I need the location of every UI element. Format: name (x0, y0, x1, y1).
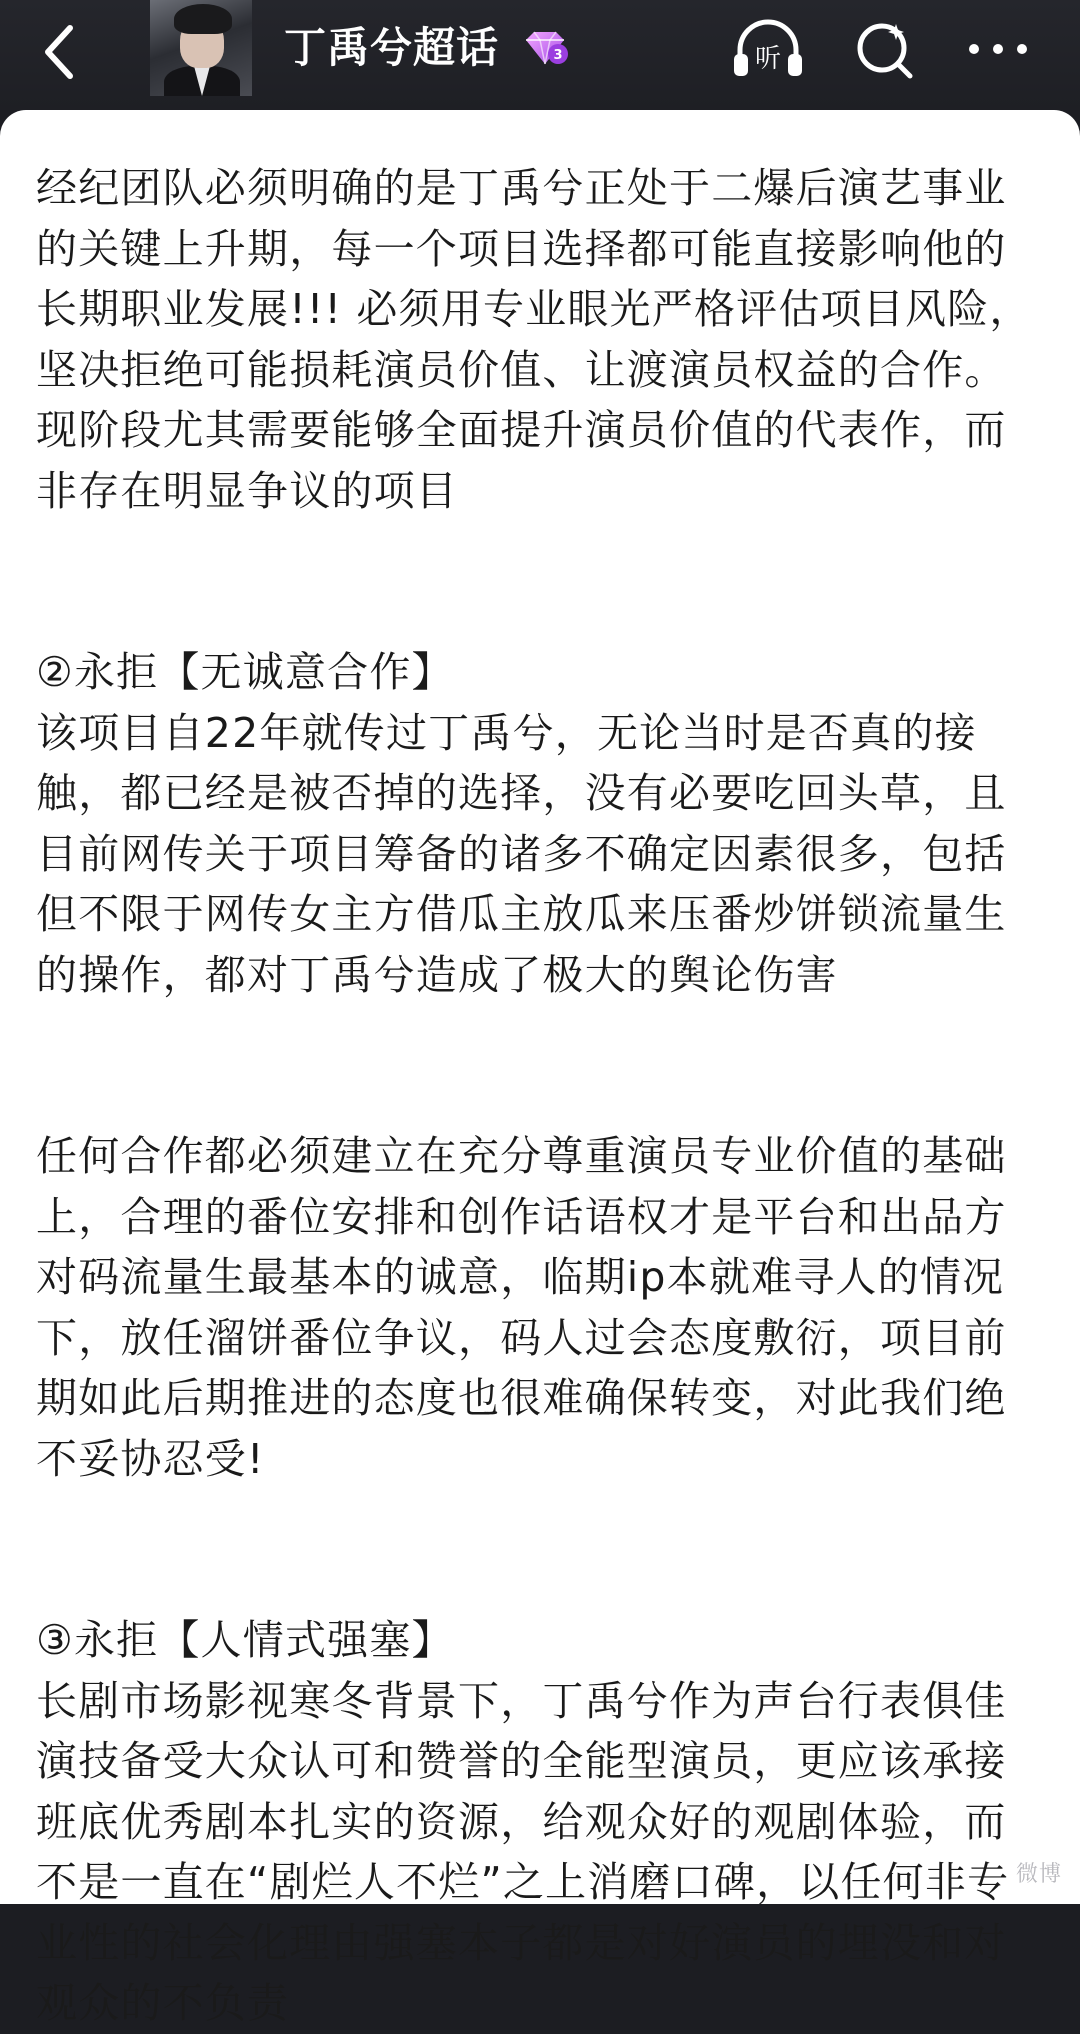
search-button[interactable] (846, 14, 926, 84)
section-3-heading: ③永拒【人情式强塞】 (36, 1616, 454, 1664)
avatar-hair (174, 4, 232, 34)
chevron-left-icon (36, 22, 84, 82)
page-title[interactable]: 丁禹兮超话 (284, 23, 500, 72)
post-content (36, 158, 1046, 2034)
paragraph-gap (36, 1489, 1046, 1610)
diamond-badge-icon (520, 30, 570, 66)
more-options-button[interactable] (958, 14, 1038, 84)
section-3-body: 长剧市场影视寒冬背景下，丁禹兮作为声台行表俱佳演技备受大众认可和赞誉的全能型演员，更应该承接班底优秀剧本扎实的资源，给观众好的观剧体验，而不是一直在“剧烂人不烂”之上消磨口碑，以任何非专业性的社会化理由强塞本子都是对好演员的埋没和对观众的不负责 (36, 1676, 1010, 2027)
watermark: 微博 (1015, 1862, 1062, 1887)
back-button[interactable] (36, 22, 84, 82)
listen-label: 听 (754, 44, 782, 74)
search-icon (846, 14, 926, 84)
post-card (0, 110, 1080, 2027)
listen-button[interactable] (728, 14, 808, 84)
section-2-heading: ②永拒【无诚意合作】 (36, 648, 454, 696)
more-dots-icon (958, 14, 1038, 84)
top-navigation-bar (0, 0, 1080, 110)
badge-level: 3 (553, 48, 563, 63)
paragraph-cooperation: 任何合作都必须建立在充分尊重演员专业价值的基础上，合理的番位安排和创作话语权才是平台和出品方对码流量生最基本的诚意，临期ip本就难寻人的情况下，放任溜饼番位争议，码人过会态度敷衍，项目前期如此后期推进的态度也很难确保转变，对此我们绝不妥协忍受! (36, 1132, 1007, 1483)
paragraph-intro: 经纪团队必须明确的是丁禹兮正处于二爆后演艺事业的关键上升期，每一个项目选择都可能直接影响他的长期职业发展!!! 必须用专业眼光严格评估项目风险，坚决拒绝可能损耗演员价值、让渡演员权益的合作。现阶段尤其需要能够全面提升演员价值的代表作，而非存在明显争议的项目 (36, 164, 1032, 515)
headphones-icon (728, 14, 808, 84)
section-2-body: 该项目自22年就传过丁禹兮，无论当时是否真的接触，都已经是被否掉的选择，没有必要吃回头草，且目前网传关于项目筹备的诸多不确定因素很多，包括但不限于网传女主方借瓜主放瓜来压番炒饼锁流量生的操作，都对丁禹兮造成了极大的舆论伤害 (36, 708, 1007, 999)
paragraph-gap (36, 521, 1046, 642)
paragraph-gap (36, 1005, 1046, 1126)
level-badge (520, 30, 570, 66)
avatar[interactable] (150, 0, 252, 96)
